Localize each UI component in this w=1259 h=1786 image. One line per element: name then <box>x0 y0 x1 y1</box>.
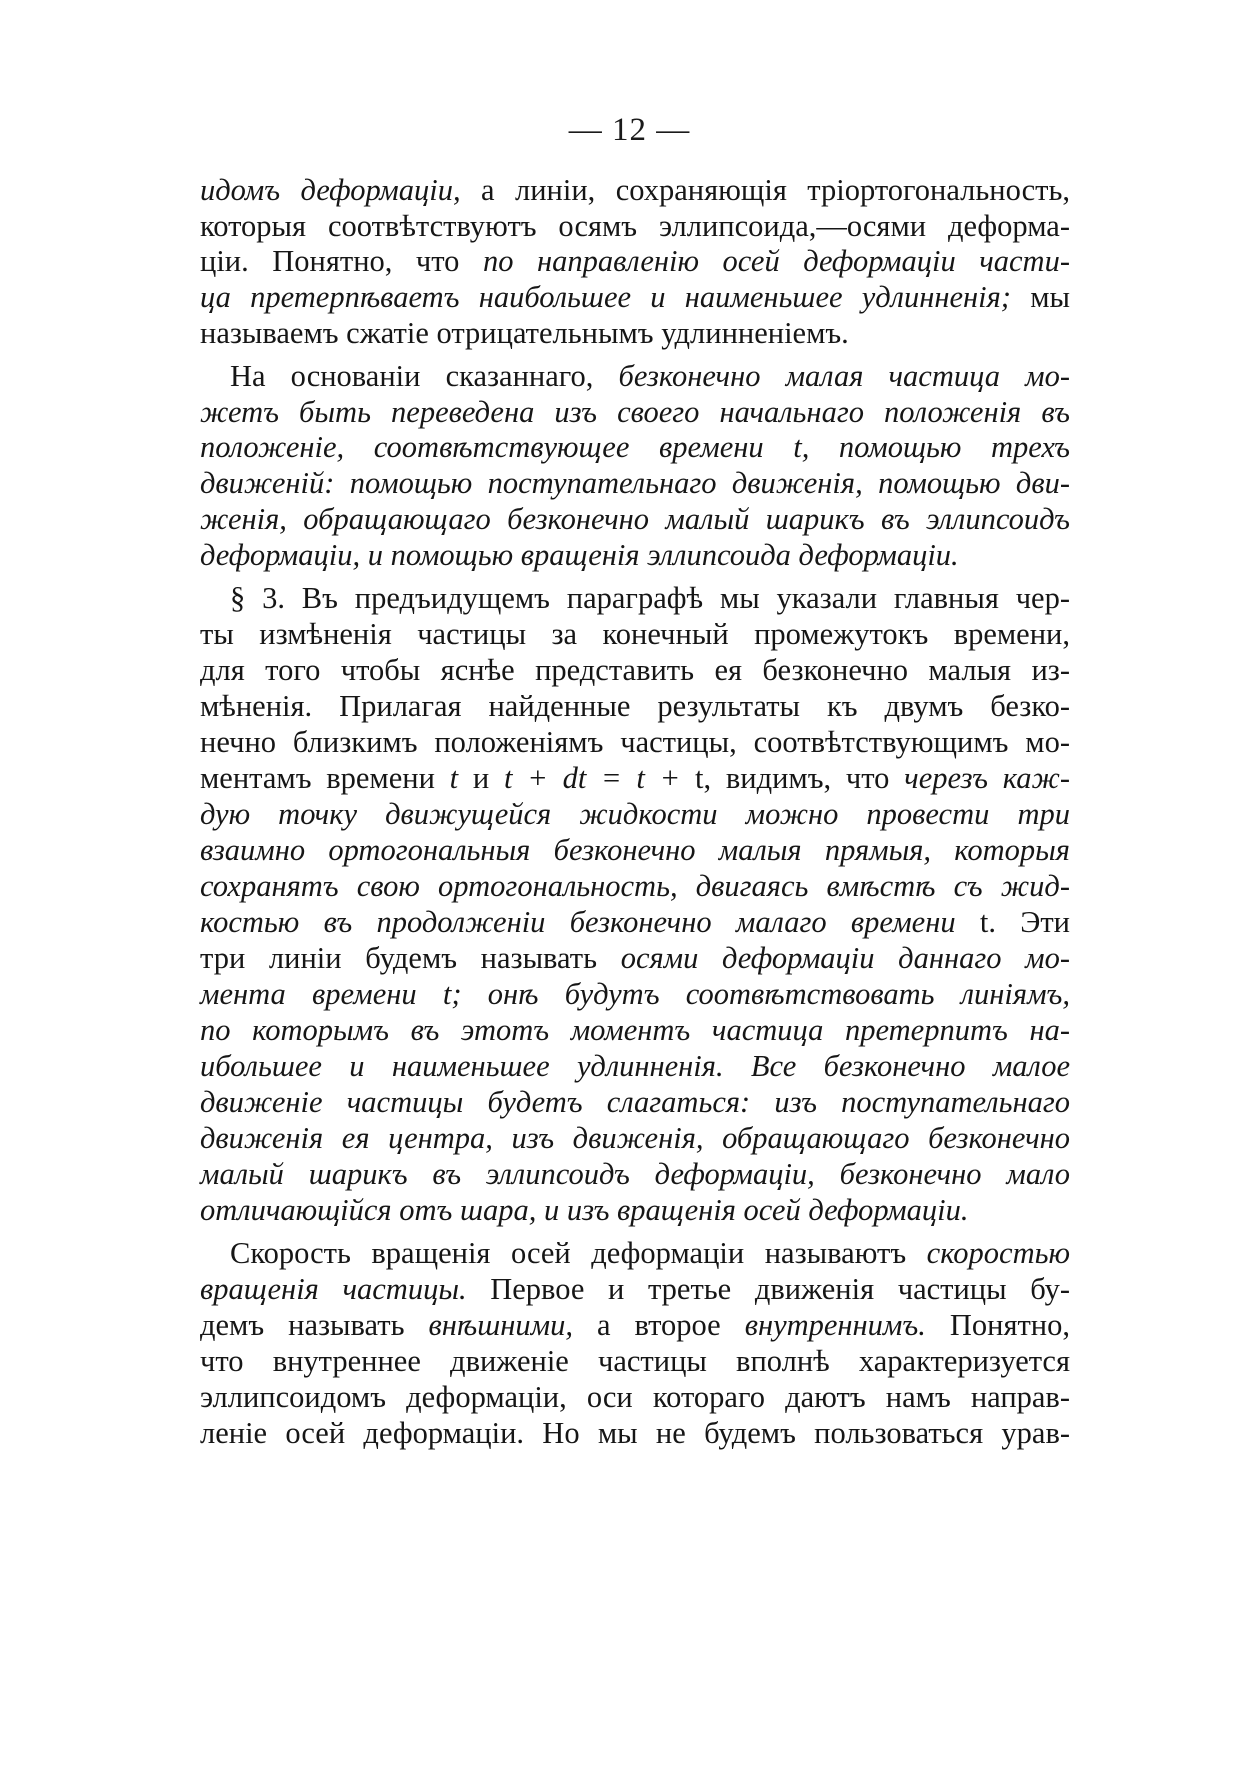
text-line <box>200 1377 1070 1417</box>
text-line <box>200 938 1070 978</box>
text-run: нечно близкимъ положеніямъ частицы, соотвѣтствующимъ мо- <box>200 725 1070 759</box>
text-line <box>200 758 1070 798</box>
text-line <box>200 499 1070 539</box>
text-line <box>200 206 1070 246</box>
text-line <box>200 614 1070 654</box>
text-run: демъ называть <box>200 1308 429 1342</box>
text-run: называемъ сжатіе отрицательнымъ удлинненіемъ. <box>200 316 849 350</box>
italic-run: движеніе частицы будетъ слагаться: изъ поступательнаго <box>200 1085 1070 1119</box>
text-run: t, видимъ, что <box>694 761 905 795</box>
text-run: ментамъ времени <box>200 761 450 795</box>
text-run: и <box>458 761 504 795</box>
italic-run: по направленію осей деформаціи части- <box>482 244 1070 278</box>
text-line <box>200 241 1070 281</box>
italic-run: отличающійся отъ шара, и изъ вращенія осей деформаціи. <box>200 1193 969 1227</box>
text-line <box>230 1233 1070 1273</box>
text-run: ціи. Понятно, что <box>200 244 483 278</box>
italic-run: t + dt = t + <box>504 761 695 795</box>
text-run: эллипсоидомъ деформаціи, оси котораго даютъ намъ направ- <box>200 1380 1070 1414</box>
italic-run: идомъ деформаціи, <box>200 173 461 207</box>
text-line <box>200 1190 1070 1230</box>
text-run: t. Эти <box>955 905 1070 939</box>
italic-run: вращенія частицы. <box>200 1272 467 1306</box>
italic-run: по которымъ въ этотъ моментъ частица претерпитъ на- <box>200 1013 1070 1047</box>
text-line <box>200 1305 1070 1345</box>
text-run: которыя соотвѣтствуютъ осямъ эллипсоида,—осями деформа- <box>200 209 1070 243</box>
italic-run: скоростью <box>926 1236 1070 1270</box>
text-line <box>200 1154 1070 1194</box>
text-line <box>200 463 1070 503</box>
text-line <box>200 392 1070 432</box>
italic-run: деформаціи, и помощью вращенія эллипсоида деформаціи. <box>200 538 959 572</box>
text-line <box>200 427 1070 467</box>
text-run: а второе <box>572 1308 745 1342</box>
text-line <box>200 1082 1070 1122</box>
text-line <box>200 1341 1070 1381</box>
italic-run: женія, обращающаго безконечно малый шарикъ въ эллипсоидъ <box>200 502 1070 536</box>
text-line <box>200 686 1070 726</box>
text-line <box>200 1046 1070 1086</box>
italic-run: внутреннимъ. <box>744 1308 926 1342</box>
text-line <box>200 277 1070 317</box>
text-line <box>200 794 1070 834</box>
italic-run: движеній: помощью поступательнаго движенія, помощью дви- <box>200 466 1070 500</box>
italic-run: положеніе, соотвѣтствующее времени t, помощью трехъ <box>200 430 1070 464</box>
text-line <box>200 313 1070 353</box>
text-run: мѣненія. Прилагая найденные результаты къ двумъ безко- <box>200 689 1070 723</box>
italic-run: сохранятъ свою ортогональность, двигаясь вмѣстѣ съ жид- <box>200 869 1070 903</box>
italic-run: безконечно малая частица мо- <box>618 359 1070 393</box>
italic-run: осями деформаціи даннаго мо- <box>620 941 1070 975</box>
text-line <box>200 866 1070 906</box>
text-line <box>200 974 1070 1014</box>
italic-run: ибольшее и наименьшее удлинненія. Все безконечно малое <box>200 1049 1070 1083</box>
italic-run: дую точку движущейся жидкости можно провести три <box>200 797 1070 831</box>
italic-run: костью въ продолженіи безконечно малаго времени <box>200 905 956 939</box>
text-run: три линіи будемъ называть <box>200 941 621 975</box>
italic-run: малый шарикъ въ эллипсоидъ деформаціи, безконечно мало <box>200 1157 1070 1191</box>
text-run: леніе осей деформаціи. Но мы не будемъ пользоваться урав- <box>200 1416 1070 1450</box>
text-line <box>230 356 1070 396</box>
text-run: мы <box>1010 280 1070 314</box>
text-run: Понятно, <box>925 1308 1071 1342</box>
text-run: § 3. Въ предъидущемъ параграфѣ мы указали главныя чер- <box>230 581 1070 615</box>
text-run: На основаніи сказаннаго, <box>230 359 619 393</box>
italic-run: взаимно ортогональныя безконечно малыя прямыя, которыя <box>200 833 1070 867</box>
italic-run: ца претерпѣваетъ наибольшее и наименьшее удлинненія; <box>200 280 1011 314</box>
text-run: а линіи, сохраняющія тріортогональность, <box>460 173 1070 207</box>
text-line <box>200 650 1070 690</box>
text-line <box>200 535 1070 575</box>
italic-run: t <box>449 761 459 795</box>
text-line <box>200 170 1070 210</box>
text-line <box>200 1413 1070 1453</box>
italic-run: мента времени t; онѣ будутъ соотвѣтствовать линіямъ, <box>200 977 1070 1011</box>
italic-run: движенія ея центра, изъ движенія, обращающаго безконечно <box>200 1121 1070 1155</box>
italic-run: черезъ каж- <box>904 761 1070 795</box>
text-line <box>200 722 1070 762</box>
text-line <box>200 1010 1070 1050</box>
text-line <box>230 578 1070 618</box>
text-line <box>200 830 1070 870</box>
text-line <box>200 1118 1070 1158</box>
text-run: Скорость вращенія осей деформаціи называютъ <box>230 1236 927 1270</box>
text-run: для того чтобы яснѣе представить ея безконечно малыя из- <box>200 653 1070 687</box>
text-line <box>200 1269 1070 1309</box>
text-run: что внутреннее движеніе частицы вполнѣ характеризуется <box>200 1344 1070 1378</box>
text-run: Первое и третье движенія частицы бу- <box>466 1272 1070 1306</box>
text-run: ты измѣненія частицы за конечный промежутокъ времени, <box>200 617 1070 651</box>
italic-run: жетъ быть переведена изъ своего начальнаго положенія въ <box>200 395 1070 429</box>
italic-run: внѣшними, <box>428 1308 573 1342</box>
text-line <box>200 902 1070 942</box>
page-number: — 12 — <box>568 112 691 148</box>
